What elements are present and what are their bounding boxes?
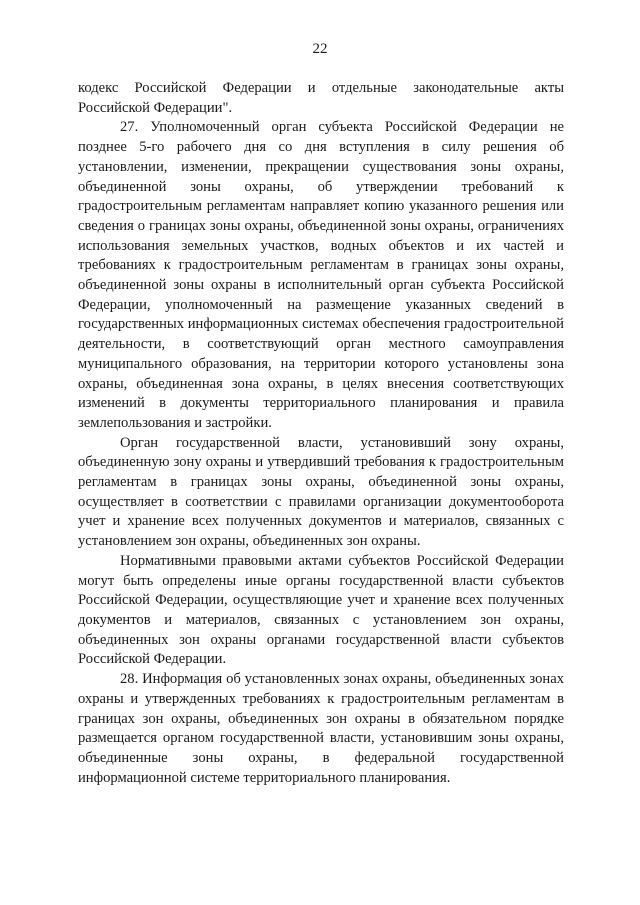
page-number: 22 — [312, 41, 328, 57]
document-body — [78, 79, 564, 788]
paragraph-item-27: 27. Уполномоченный орган субъекта Российской Федерации не позднее 5-го рабочего дня со дня вступления в силу решения об установлении, изменении, прекращении существования зоны охраны, объединенной зоны охраны, об утверждении требований к градостроительным регламентам направляет копию указанного решения или сведения о границах зоны охраны, объединенной зоны охраны, ограничениях использования земельных участков, водных объектов и их частей и требованиях к градостроительным регламентам в границах зоны охраны, объединенной зоны охраны в исполнительный орган субъекта Российской Федерации, уполномоченный на размещение указанных сведений в государственных информационных системах обеспечения градостроительной деятельности, в соответствующий орган местного самоуправления муниципального образования, на территории которого установлены зона охраны, объединенная зона охраны, в целях внесения соответствующих изменений в документы территориального планирования и правила землепользования и застройки. — [78, 119, 564, 431]
paragraph-state-authority-records: Орган государственной власти, установивший зону охраны, объединенную зону охраны и утвердивший требования к градостроительным регламентам в границах зоны охраны, объединенной зоны охраны, осуществляет в соответствии с правилами организации документооборота учет и хранение всех полученных документов и материалов, связанных с установлением зон охраны, объединенных зон охраны. — [78, 434, 564, 550]
paragraph-item-28: 28. Информация об установленных зонах охраны, объединенных зонах охраны и утвержденных требованиях к градостроительным регламентам в границах зон охраны, объединенных зон охраны в обязательном порядке размещается органом государственной власти, установившим зоны охраны, объединенные зоны охраны, в федеральной государственной информационной системе территориального планирования. — [78, 671, 564, 786]
paragraph-continuation: кодекс Российской Федерации и отдельные законодательные акты Российской Федерации". — [78, 80, 564, 116]
paragraph-regional-acts: Нормативными правовыми актами субъектов Российской Федерации могут быть определены иные органы государственной власти субъектов Российской Федерации, осуществляющие учет и хранение всех полученных документов и материалов, связанных с установлением зон охраны, объединенных зон охраны органами государственной власти субъектов Российской Федерации. — [78, 552, 564, 668]
